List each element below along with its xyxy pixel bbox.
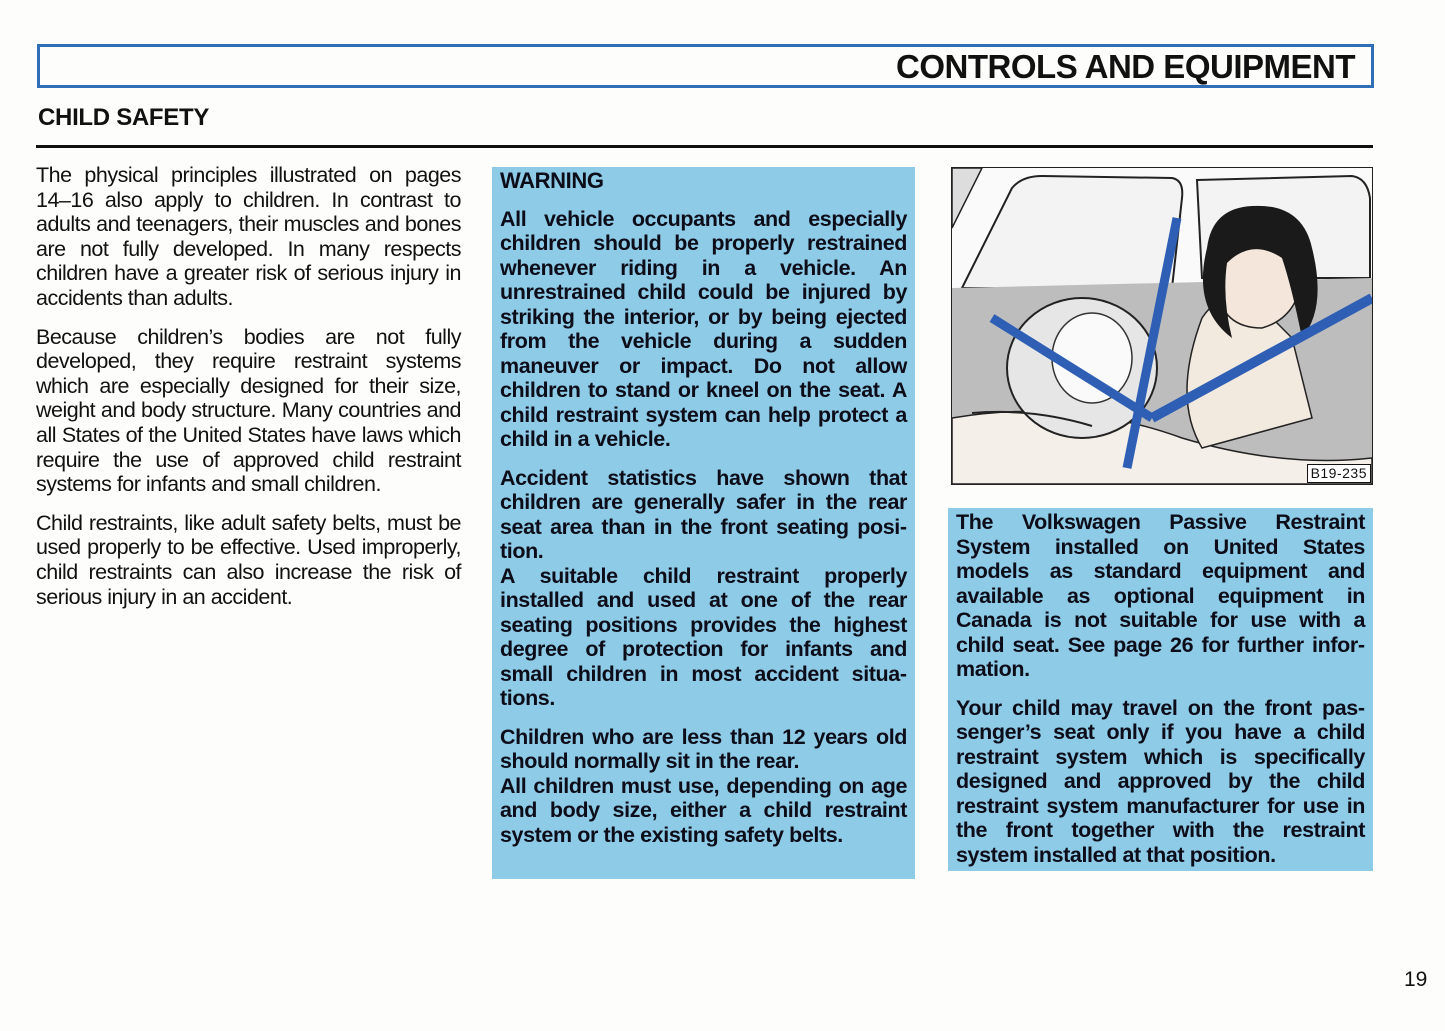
header-bar (37, 44, 1374, 88)
paragraph: Child restraints, like adult safety belts, must be used properly to be effective. Used improperly, child restraints can also increase the risk of serious injury in an accident. (36, 510, 461, 609)
chapter-title: CONTROLS AND EQUIPMENT (896, 48, 1355, 85)
child-seat-illustration (951, 167, 1373, 485)
figure-label: B19-235 (1307, 464, 1371, 483)
illustration-drawing (952, 168, 1372, 484)
warning-box (492, 167, 915, 879)
warning-title: WARNING (500, 168, 604, 193)
paragraph: All children must use, depending on age and body size, either a child restraint system or the existing safety belts. (500, 773, 907, 847)
paragraph: The Volkswagen Passive Restraint System installed on United States models as standard equipment and available as optional equipment in Canada is not suitable for use with a child seat. See page 26 for further information. (956, 510, 1365, 681)
paragraph: Accident statistics have shown that children are generally safer in the rear seat area than in the front seating position. (500, 465, 907, 563)
paragraph: A suitable child restraint properly installed and used at one of the rear seating positions provides the highest degree of protection for infants and small children in most accident situations. (500, 563, 907, 710)
divider (36, 145, 1373, 148)
paragraph: Your child may travel on the front passenger’s seat only if you have a child restraint system which is specifically designed and approved by the child restraint system manufacturer for use in the front together with the restraint system installed at that position. (956, 695, 1365, 867)
section-title: CHILD SAFETY (38, 104, 210, 131)
paragraph: Because children’s bodies are not fully developed, they require restraint systems which are especially designed for their size, weight and body structure. Many countries and all States of the United States have laws which require the use of approved child restraint systems for infants and small children. (36, 324, 461, 497)
paragraph: The physical principles illustrated on pages 14–16 also apply to children. In contrast to adults and teenagers, their muscles and bones are not fully developed. In many respects children have a greater risk of serious injury in accidents than adults. (36, 163, 461, 310)
intro-text (36, 163, 461, 623)
page-number: 19 (1404, 968, 1428, 991)
note-box (948, 508, 1373, 871)
paragraph: All vehicle occupants and especially children should be properly restrained whenever riding in a vehicle. An unrestrained child could be injured by striking the interior, or by being ejected from the vehicle during a sudden maneuver or impact. Do not allow children to stand or kneel on the seat. A child restraint system can help protect a child in a vehicle. (500, 206, 907, 451)
paragraph: Children who are less than 12 years old should normally sit in the rear. (500, 724, 907, 773)
